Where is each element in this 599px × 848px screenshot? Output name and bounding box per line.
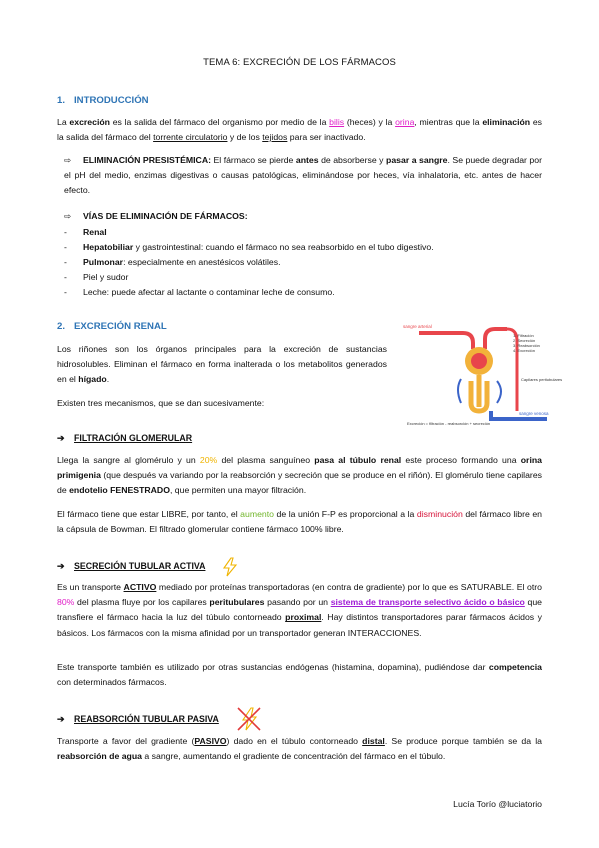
- diagram-legend-item: 4. Excreción: [513, 348, 536, 353]
- arrow-icon: ➔: [57, 714, 65, 724]
- lightning-icon: [222, 557, 238, 577]
- diagram-label-capilares: Capilares peritubulares: [521, 377, 563, 382]
- section-heading-introduccion: [57, 95, 149, 106]
- section-title: EXCRECIÓN RENAL: [74, 321, 167, 332]
- arrow-icon: ➔: [57, 433, 65, 443]
- section-number: 1.: [57, 95, 66, 106]
- mecanismos-paragraph: Existen tres mecanismos, que se dan sucesivamente:: [57, 398, 265, 408]
- subheading-secrecion: ➔ SECRECIÓN TUBULAR ACTIVA: [57, 561, 206, 571]
- section-title: INTRODUCCIÓN: [74, 95, 149, 106]
- list-item: - Pulmonar: especialmente en anestésicos volátiles.: [64, 256, 281, 267]
- arrow-icon: ⇨: [64, 155, 72, 165]
- author-footer: Lucía Torío @luciatorio: [453, 799, 542, 809]
- filtracion-paragraph-1: Llega la sangre al glomérulo y un 20% del plasma sanguíneo pasa al túbulo renal este proceso formando una orina primigenia (que después va variando por la reabsorción y secreción que se produce en el riñón). El glomérulo tiene capilares de endotelio FENESTRADO, que permiten una mayor filtración.: [57, 455, 542, 496]
- diagram-legend-item: 1. Filtración: [513, 333, 534, 338]
- subheading-filtracion: ➔ FILTRACIÓN GLOMERULAR: [57, 433, 193, 443]
- subheading-reabsorcion: ➔ REABSORCIÓN TUBULAR PASIVA: [57, 714, 219, 724]
- presistemica-paragraph: ⇨ ELIMINACIÓN PRESISTÉMICA: El fármaco se pierde antes de absorberse y pasar a sangre. Se puede degradar por el pH del medio, enzimas digestivas o causas patológicas, eliminándose por heces, vía inhalatoria, etc. antes de hacer efecto.: [64, 155, 542, 196]
- link-bilis: bilis: [329, 117, 345, 127]
- diagram-label-arterial: sangre arterial: [403, 324, 432, 329]
- crossed-lightning-icon: [234, 704, 264, 734]
- secrecion-paragraph-1: Es un transporte ACTIVO mediado por proteínas transportadoras (en contra de gradiente) por lo que es SATURABLE. El otro 80% del plasma fluye por los capilares peritubulares pasando por un sistema de transporte selectivo ácido o básico que transfiere el fármaco hacia la luz del túbulo contorneado proximal. Hay distintos transportadores parar fármacos ácidos y básicos. Los fármacos con la misma afinidad por un transportador generan INTERACCIONES.: [57, 582, 542, 638]
- vias-list: [64, 225, 434, 300]
- list-item: - Renal: [64, 227, 107, 237]
- nephron-diagram: [401, 319, 563, 427]
- arrow-icon: ➔: [57, 561, 65, 571]
- list-item: - Hepatobiliar y gastrointestinal: cuando el fármaco no sea reabsorbido en el tubo digestivo.: [64, 241, 434, 252]
- vias-heading: ⇨ VÍAS DE ELIMINACIÓN DE FÁRMACOS:: [64, 211, 248, 221]
- section-number: 2.: [57, 321, 66, 332]
- intro-paragraph: La excreción es la salida del fármaco del organismo por medio de la bilis (heces) y la orina, mientras que la eliminación es la salida del fármaco del torrente circulatorio y de los tejidos para ser inactivado.: [57, 117, 543, 143]
- arrow-icon: ⇨: [64, 211, 72, 221]
- reabsorcion-paragraph: Transporte a favor del gradiente (PASIVO) dado en el túbulo contorneado distal. Se produce porque también se da la reabsorción de agua a sangre, aumentando el gradiente de concentración del fármaco en el túbulo.: [57, 736, 542, 762]
- diagram-equation: Excreción = filtración - reabsorción + secreción: [407, 421, 491, 426]
- page-title: TEMA 6: EXCRECIÓN DE LOS FÁRMACOS: [203, 57, 396, 68]
- list-item: - Leche: puede afectar al lactante o contaminar leche de consumo.: [64, 286, 335, 297]
- list-item: - Piel y sudor: [64, 271, 129, 282]
- secrecion-paragraph-2: Este transporte también es utilizado por otras sustancias endógenas (histamina, dopamina), pudiéndose dar competencia con determinados fármacos.: [57, 662, 542, 688]
- diagram-legend-item: 3. Reabsorción: [513, 343, 540, 348]
- link-orina: orina: [395, 117, 415, 127]
- diagram-legend-item: 2. Secreción: [513, 338, 536, 343]
- diagram-label-venosa: sangre venosa: [519, 411, 549, 416]
- renal-paragraph: Los riñones son los órganos principales para la excreción de sustancias hidrosolubles. Eliminan el fármaco en forma inalterada o los metabolitos generados en el hígado.: [57, 344, 387, 385]
- filtracion-paragraph-2: El fármaco tiene que estar LIBRE, por tanto, el aumento de la unión F-P es proporcional a la disminución del fármaco libre en la cápsula de Bowman. El filtrado glomerular contiene fármaco 100% libre.: [57, 509, 542, 535]
- section-heading-excrecion-renal: [57, 321, 167, 332]
